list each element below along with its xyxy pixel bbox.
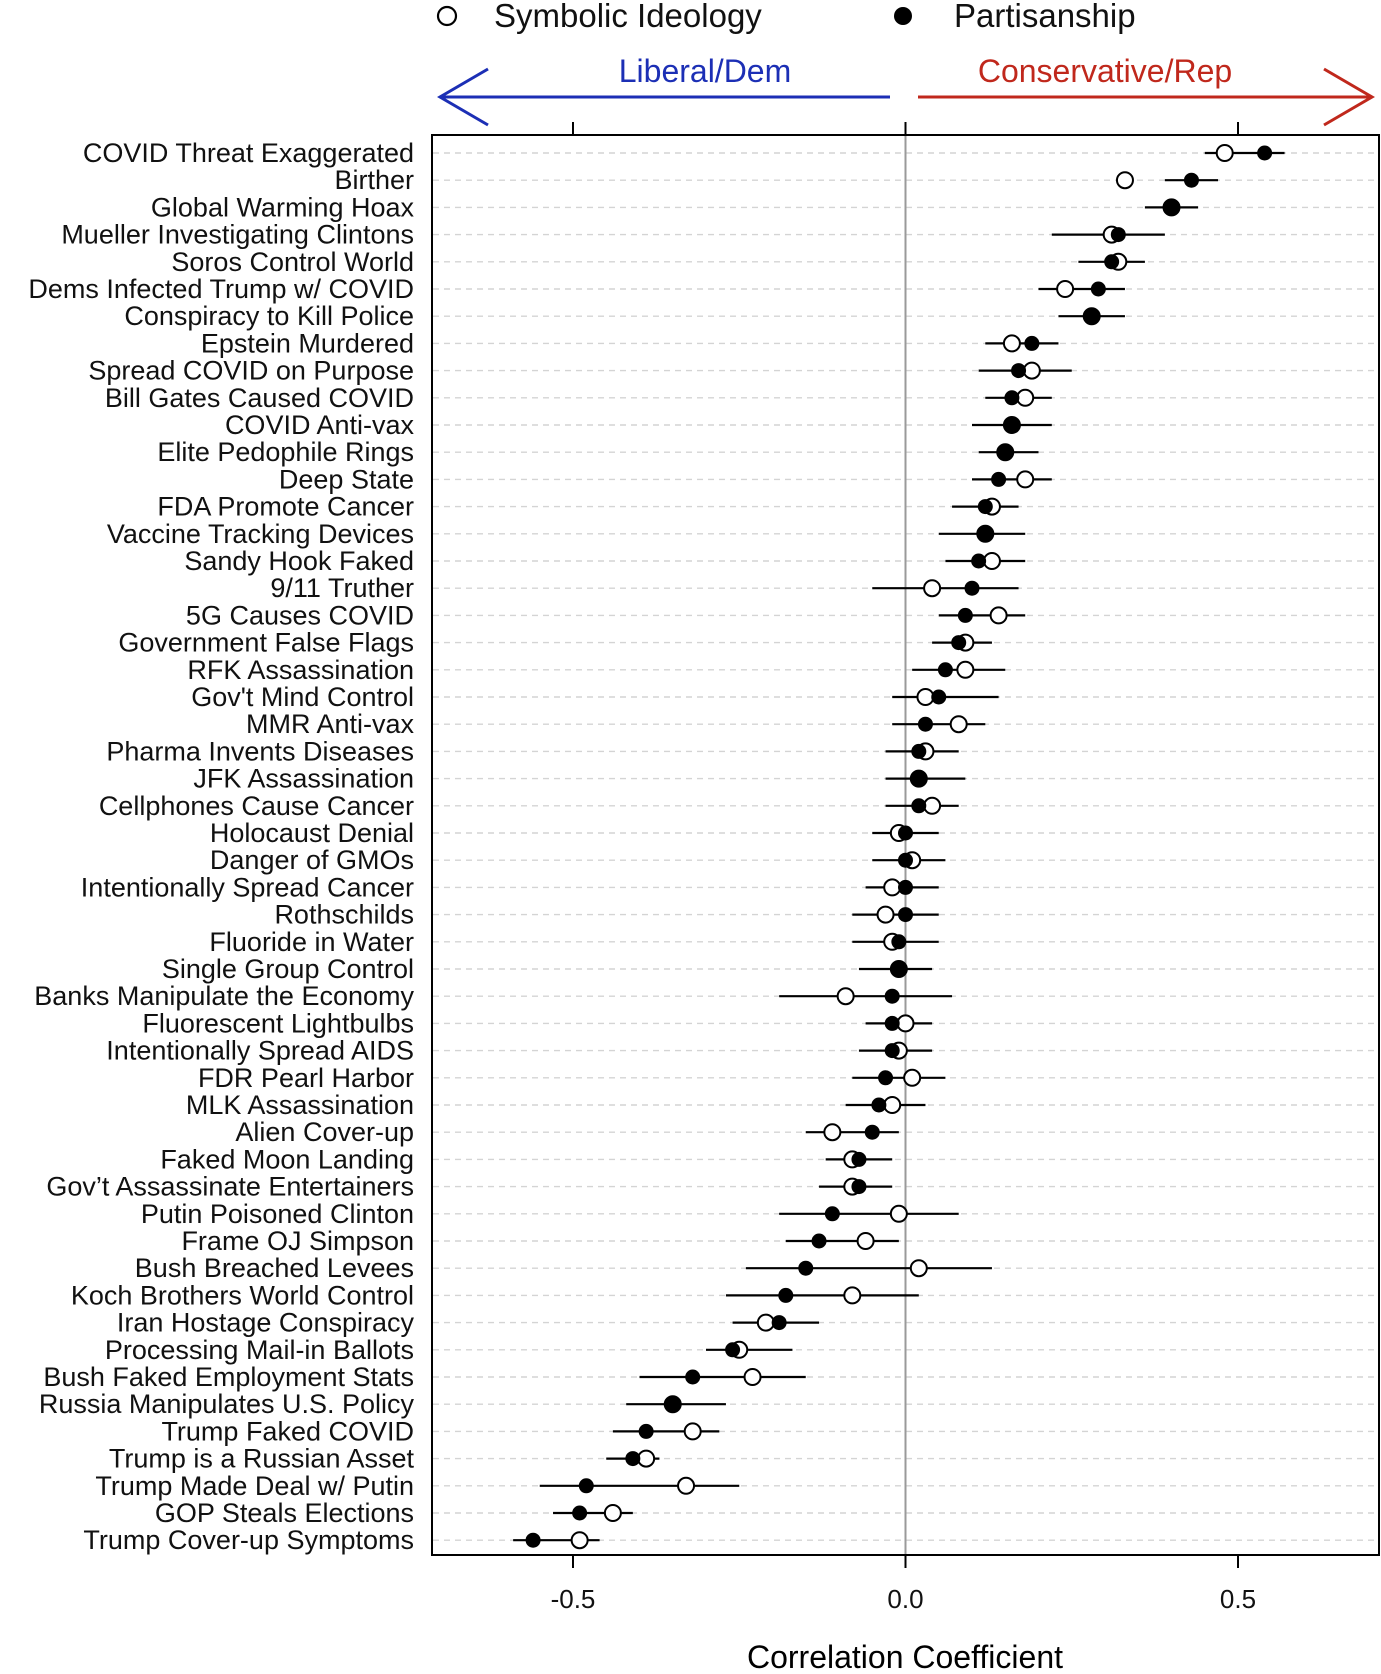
partisanship-point: [772, 1315, 787, 1330]
partisanship-point: [579, 1478, 594, 1493]
x-tick-label: 0.5: [1219, 1584, 1257, 1614]
symbolic-ideology-point: [957, 662, 973, 678]
partisanship-point: [891, 934, 906, 949]
partisanship-point: [1024, 336, 1039, 351]
category-label: Government False Flags: [118, 627, 414, 658]
category-label: Spread COVID on Purpose: [88, 355, 414, 386]
symbolic-ideology-point: [924, 798, 940, 814]
symbolic-ideology-point: [638, 1451, 654, 1467]
confidence-intervals: [513, 153, 1284, 1540]
symbolic-ideology-point: [758, 1315, 774, 1331]
symbolic-ideology-point: [991, 607, 1007, 623]
partisanship-point: [812, 1234, 827, 1249]
symbolic-ideology-point: [572, 1532, 588, 1548]
partisanship-point: [898, 853, 913, 868]
category-label: Single Group Control: [161, 954, 414, 984]
symbolic-ideology-point: [911, 1260, 927, 1276]
category-label: RFK Assassination: [187, 654, 414, 685]
category-label: Trump Faked COVID: [161, 1416, 414, 1447]
partisanship-point: [865, 1125, 880, 1140]
category-label: Pharma Invents Diseases: [106, 736, 414, 767]
symbolic-ideology-point: [898, 1015, 914, 1031]
category-label: Deep State: [278, 464, 414, 495]
category-label: 5G Causes COVID: [185, 600, 414, 631]
category-label: Dems Infected Trump w/ COVID: [28, 274, 414, 304]
partisanship-point: [911, 771, 926, 786]
left-arrow: [440, 53, 890, 125]
category-label: Frame OJ Simpson: [181, 1226, 414, 1256]
partisanship-point: [898, 907, 913, 922]
symbolic-ideology-point: [878, 907, 894, 923]
legend: [438, 0, 1136, 34]
symbolic-ideology-point: [917, 689, 933, 705]
partisanship-point: [998, 445, 1013, 460]
category-label: Intentionally Spread AIDS: [106, 1035, 414, 1066]
symbolic-ideology-point: [605, 1505, 621, 1521]
category-label: Vaccine Tracking Devices: [106, 518, 414, 549]
category-label: Bill Gates Caused COVID: [104, 382, 414, 413]
partisanship-point: [798, 1261, 813, 1276]
partisanship-point: [526, 1533, 541, 1548]
category-label: Intentionally Spread Cancer: [80, 872, 414, 903]
partisanship-point: [572, 1506, 587, 1521]
x-axis-ticks: [551, 122, 1257, 1614]
symbolic-ideology-point: [984, 553, 1000, 569]
symbolic-ideology-point: [858, 1233, 874, 1249]
category-label: Elite Pedophile Rings: [157, 437, 414, 468]
partisanship-point: [1111, 227, 1126, 242]
partisanship-point: [1004, 390, 1019, 405]
category-label: MMR Anti-vax: [245, 709, 414, 740]
category-labels: [28, 138, 414, 1555]
category-label: Bush Breached Levees: [134, 1253, 414, 1284]
symbolic-ideology-point: [844, 1287, 860, 1303]
x-tick-label: -0.5: [550, 1584, 596, 1614]
partisanship-point: [991, 472, 1006, 487]
symbolic-ideology-point: [678, 1478, 694, 1494]
partisanship-point: [911, 744, 926, 759]
symbolic-ideology-point: [838, 988, 854, 1004]
partisanship-point: [1004, 418, 1019, 433]
x-tick-label: 0.0: [887, 1584, 924, 1614]
partisanship-point: [1084, 309, 1099, 324]
category-label: Mueller Investigating Clintons: [61, 219, 414, 250]
partisanship-point: [1011, 363, 1026, 378]
category-label: Gov't Mind Control: [191, 682, 414, 712]
category-label: Banks Manipulate the Economy: [34, 981, 414, 1012]
symbolic-ideology-point: [1024, 363, 1040, 379]
partisanship-point: [625, 1451, 640, 1466]
partisanship-point: [825, 1206, 840, 1221]
category-label: FDA Promote Cancer: [157, 491, 414, 522]
symbolic-ideology-point: [924, 580, 940, 596]
symbolic-ideology-point: [685, 1423, 701, 1439]
partisanship-point: [778, 1288, 793, 1303]
category-label: Trump is a Russian Asset: [108, 1443, 414, 1474]
right-arrow: [918, 53, 1372, 125]
partisanship-point: [978, 526, 993, 541]
partisanship-point: [1091, 282, 1106, 297]
right-arrow-label: Conservative/Rep: [977, 53, 1233, 89]
partisanship-point: [1104, 254, 1119, 269]
category-label: Processing Mail-in Ballots: [104, 1334, 414, 1365]
partisanship-point: [871, 1098, 886, 1113]
symbolic-ideology-point: [1117, 172, 1133, 188]
category-label: Soros Control World: [171, 246, 414, 277]
category-label: 9/11 Truther: [270, 573, 414, 604]
legend-label-partisanship: Partisanship: [954, 0, 1136, 34]
category-label: Birther: [334, 165, 414, 196]
series-partisanship: [526, 146, 1273, 1548]
partisanship-point: [891, 962, 906, 977]
legend-filled-marker: [894, 7, 912, 25]
symbolic-ideology-point: [884, 1097, 900, 1113]
category-label: Danger of GMOs: [209, 845, 414, 876]
symbolic-ideology-point: [1017, 390, 1033, 406]
category-label: Conspiracy to Kill Police: [124, 301, 414, 332]
partisanship-point: [885, 1016, 900, 1031]
category-label: Trump Cover-up Symptoms: [83, 1525, 414, 1556]
category-label: Holocaust Denial: [209, 818, 414, 848]
category-label: Iran Hostage Conspiracy: [116, 1307, 414, 1338]
symbolic-ideology-point: [1004, 335, 1020, 351]
symbolic-ideology-point: [824, 1124, 840, 1140]
legend-label-symbolic: Symbolic Ideology: [494, 0, 762, 34]
category-label: Faked Moon Landing: [160, 1144, 414, 1175]
category-label: GOP Steals Elections: [154, 1498, 414, 1528]
category-label: Rothschilds: [274, 899, 414, 930]
series-symbolic-ideology: [572, 145, 1233, 1548]
partisanship-point: [971, 554, 986, 569]
category-label: Alien Cover-up: [235, 1117, 414, 1148]
category-label: Sandy Hook Faked: [184, 546, 414, 576]
category-label: Koch Brothers World Control: [70, 1280, 414, 1311]
category-label: MLK Assassination: [185, 1090, 414, 1120]
partisanship-point: [918, 717, 933, 732]
partisanship-point: [851, 1179, 866, 1194]
partisanship-point: [685, 1370, 700, 1385]
category-label: Fluorescent Lightbulbs: [142, 1008, 414, 1039]
symbolic-ideology-point: [904, 1070, 920, 1086]
category-label: COVID Anti-vax: [224, 410, 414, 440]
partisanship-point: [851, 1152, 866, 1167]
partisanship-point: [898, 826, 913, 841]
partisanship-point: [725, 1342, 740, 1357]
partisanship-point: [898, 880, 913, 895]
category-label: Gov’t Assassinate Entertainers: [46, 1171, 414, 1202]
symbolic-ideology-point: [1017, 471, 1033, 487]
partisanship-point: [1184, 173, 1199, 188]
partisanship-point: [1164, 200, 1179, 215]
direction-arrows: [440, 53, 1372, 125]
category-label: Cellphones Cause Cancer: [98, 790, 414, 821]
partisanship-point: [885, 1043, 900, 1058]
category-label: Trump Made Deal w/ Putin: [95, 1470, 414, 1501]
legend-open-marker: [438, 7, 456, 25]
partisanship-point: [665, 1397, 680, 1412]
partisanship-point: [931, 690, 946, 705]
partisanship-point: [639, 1424, 654, 1439]
category-label: COVID Threat Exaggerated: [82, 138, 414, 168]
category-label: Epstein Murdered: [200, 328, 414, 359]
partisanship-point: [965, 581, 980, 596]
symbolic-ideology-point: [745, 1369, 761, 1385]
symbolic-ideology-point: [1057, 281, 1073, 297]
category-label: Russia Manipulates U.S. Policy: [38, 1389, 414, 1420]
category-label: Global Warming Hoax: [150, 192, 414, 223]
category-label: FDR Pearl Harbor: [197, 1062, 414, 1093]
symbolic-ideology-point: [951, 716, 967, 732]
partisanship-point: [951, 635, 966, 650]
category-label: Putin Poisoned Clinton: [140, 1198, 414, 1229]
partisanship-point: [911, 798, 926, 813]
left-arrow-label: Liberal/Dem: [618, 53, 792, 89]
category-label: Bush Faked Employment Stats: [43, 1362, 414, 1392]
partisanship-point: [978, 499, 993, 514]
partisanship-point: [938, 662, 953, 677]
partisanship-point: [1257, 146, 1272, 161]
x-axis-label: Correlation Coefficient: [746, 1639, 1064, 1674]
category-label: JFK Assassination: [193, 763, 414, 794]
symbolic-ideology-point: [1217, 145, 1233, 161]
symbolic-ideology-point: [891, 1206, 907, 1222]
category-label: Fluoride in Water: [209, 926, 414, 957]
partisanship-point: [878, 1070, 893, 1085]
partisanship-point: [885, 989, 900, 1004]
partisanship-point: [958, 608, 973, 623]
symbolic-ideology-point: [884, 879, 900, 895]
